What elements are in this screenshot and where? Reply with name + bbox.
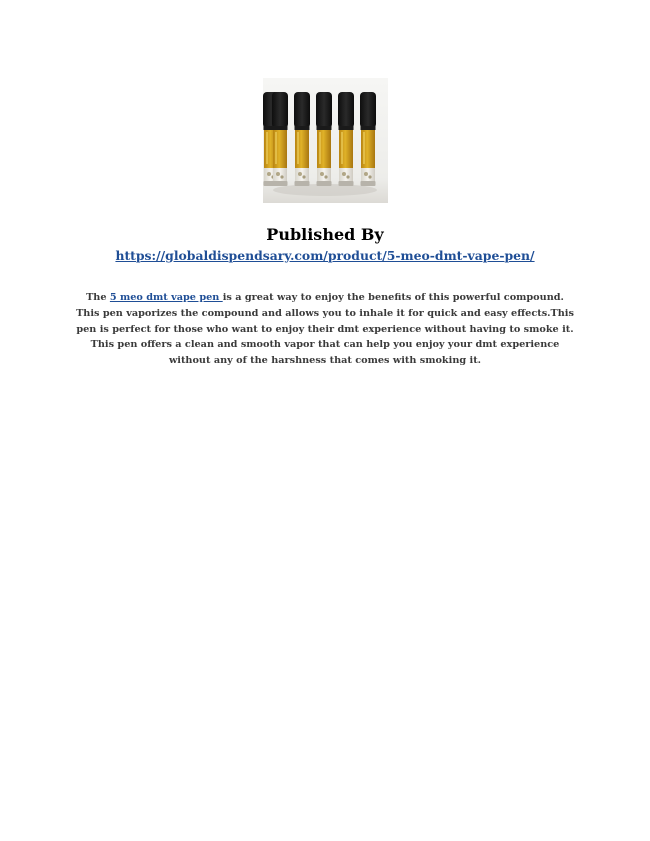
vape-cartridges-photo [263, 78, 388, 203]
source-url [0, 247, 650, 265]
product-link[interactable]: 5 meo dmt vape pen [109, 292, 223, 303]
source-url-link[interactable]: https://globaldispendsary.com/product/5-meo-dmt-vape-pen/ [115, 248, 535, 263]
description-paragraph [74, 290, 576, 369]
page-title: Published By [266, 225, 384, 244]
paragraph-prefix: The [86, 292, 110, 303]
paragraph-body: is a great way to enjoy the benefits of this powerful compound. This pen vaporizes the compound and allows you to inhale it for quick and easy effects.This pen is perfect for those who want to enjoy their dmt experience without having to smoke it. This pen offers a clean and smooth vapor that can help you enjoy your dmt experience without any of the harshness that comes with smoking it. [76, 292, 574, 367]
